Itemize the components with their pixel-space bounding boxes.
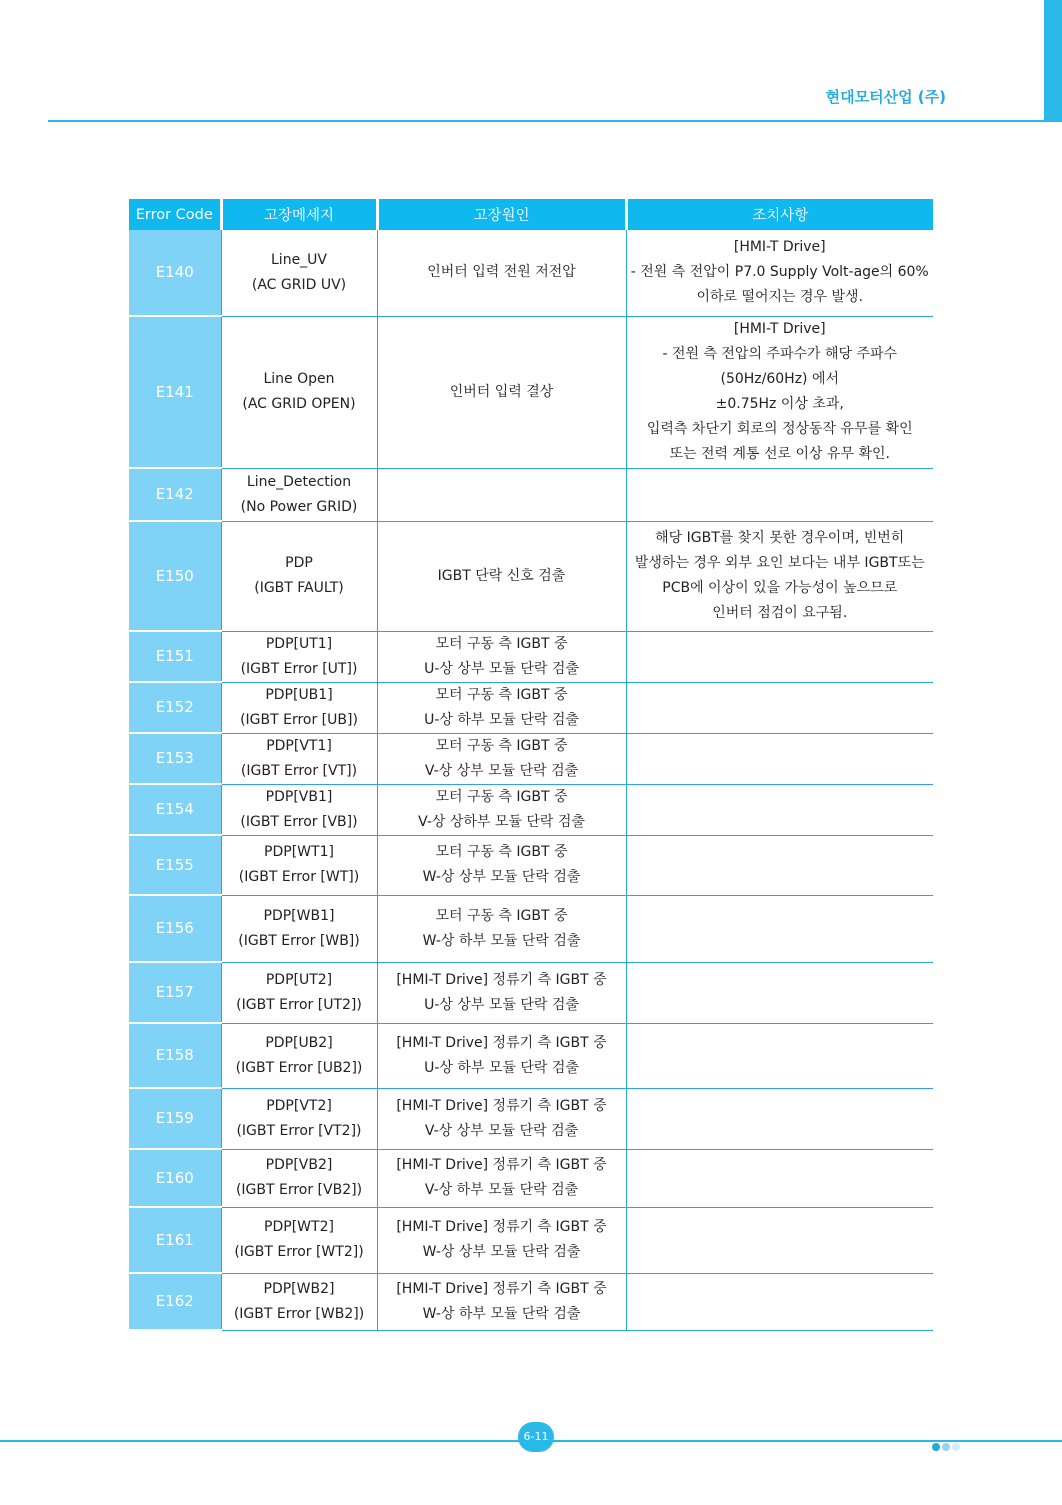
- table-row: [129, 1149, 933, 1207]
- header-cause: 고장원인: [377, 199, 626, 230]
- error-code-cell: E160: [129, 1149, 221, 1207]
- table-row: [129, 631, 933, 682]
- cause-cell: [HMI-T Drive] 정류기 측 IGBT 중 V-상 하부 모듈 단락 검출: [377, 1149, 626, 1207]
- cause-cell: 인버터 입력 결상: [377, 316, 626, 468]
- dot-icon: [952, 1443, 960, 1451]
- message-cell: PDP (IGBT FAULT): [221, 521, 377, 631]
- action-cell: [HMI-T Drive] - 전원 측 전압의 주파수가 해당 주파수 (50Hz/60Hz) 에서 ±0.75Hz 이상 초과, 입력측 차단기 회로의 정상동작 유무를 확인 또는 전력 계통 선로 이상 유무 확인.: [626, 316, 933, 468]
- action-cell: [626, 835, 933, 895]
- table-row: [129, 1023, 933, 1088]
- error-code-cell: E154: [129, 784, 221, 835]
- error-code-cell: E158: [129, 1023, 221, 1088]
- table-row: [129, 1207, 933, 1273]
- message-cell: Line Open (AC GRID OPEN): [221, 316, 377, 468]
- error-code-cell: E155: [129, 835, 221, 895]
- error-code-cell: E142: [129, 468, 221, 521]
- error-code-cell: E150: [129, 521, 221, 631]
- error-code-cell: E157: [129, 962, 221, 1023]
- table-row: [129, 784, 933, 835]
- message-cell: PDP[VB1] (IGBT Error [VB]): [221, 784, 377, 835]
- cause-cell: [377, 468, 626, 521]
- table-header-row: [129, 199, 933, 230]
- action-cell: [626, 1149, 933, 1207]
- table-row: [129, 733, 933, 784]
- page-number: 6-11: [518, 1422, 554, 1452]
- cause-cell: [HMI-T Drive] 정류기 측 IGBT 중 U-상 상부 모듈 단락 검출: [377, 962, 626, 1023]
- message-cell: PDP[VT1] (IGBT Error [VT]): [221, 733, 377, 784]
- header-message: 고장메세지: [221, 199, 377, 230]
- header-action: 조치사항: [626, 199, 933, 230]
- table-row: [129, 962, 933, 1023]
- action-cell: [626, 1023, 933, 1088]
- cause-cell: IGBT 단락 신호 검출: [377, 521, 626, 631]
- message-cell: PDP[UB1] (IGBT Error [UB]): [221, 682, 377, 733]
- dot-icon: [932, 1443, 940, 1451]
- message-cell: PDP[WT1] (IGBT Error [WT]): [221, 835, 377, 895]
- action-cell: 해당 IGBT를 찾지 못한 경우이며, 빈번히 발생하는 경우 외부 요인 보다는 내부 IGBT또는 PCB에 이상이 있을 가능성이 높으므로 인버터 점검이 요구됨.: [626, 521, 933, 631]
- cause-cell: 모터 구동 측 IGBT 중 U-상 하부 모듈 단락 검출: [377, 682, 626, 733]
- header-error-code: Error Code: [129, 199, 221, 230]
- action-cell: [626, 468, 933, 521]
- cause-cell: 모터 구동 측 IGBT 중 U-상 상부 모듈 단락 검출: [377, 631, 626, 682]
- message-cell: PDP[WT2] (IGBT Error [WT2]): [221, 1207, 377, 1273]
- error-code-table: [129, 199, 933, 1331]
- cause-cell: [HMI-T Drive] 정류기 측 IGBT 중 W-상 하부 모듈 단락 검출: [377, 1273, 626, 1330]
- company-name: 현대모터산업 (주): [825, 88, 946, 106]
- cause-cell: [HMI-T Drive] 정류기 측 IGBT 중 W-상 상부 모듈 단락 검출: [377, 1207, 626, 1273]
- cause-cell: 모터 구동 측 IGBT 중 W-상 하부 모듈 단락 검출: [377, 895, 626, 962]
- table-row: [129, 835, 933, 895]
- table-row: [129, 1273, 933, 1330]
- table-row: [129, 895, 933, 962]
- message-cell: PDP[WB2] (IGBT Error [WB2]): [221, 1273, 377, 1330]
- error-code-cell: E153: [129, 733, 221, 784]
- cause-cell: 모터 구동 측 IGBT 중 V-상 상부 모듈 단락 검출: [377, 733, 626, 784]
- action-cell: [626, 631, 933, 682]
- table-row: [129, 316, 933, 468]
- table-row: [129, 468, 933, 521]
- cause-cell: [HMI-T Drive] 정류기 측 IGBT 중 U-상 하부 모듈 단락 검출: [377, 1023, 626, 1088]
- action-cell: [626, 962, 933, 1023]
- error-code-cell: E161: [129, 1207, 221, 1273]
- footer-dots-decoration: [932, 1436, 962, 1446]
- action-cell: [626, 1207, 933, 1273]
- error-code-cell: E159: [129, 1088, 221, 1149]
- message-cell: PDP[VT2] (IGBT Error [VT2]): [221, 1088, 377, 1149]
- action-cell: [626, 733, 933, 784]
- action-cell: [626, 784, 933, 835]
- table-row: [129, 230, 933, 316]
- error-code-cell: E140: [129, 230, 221, 316]
- action-cell: [626, 682, 933, 733]
- message-cell: PDP[UT1] (IGBT Error [UT]): [221, 631, 377, 682]
- message-cell: PDP[UB2] (IGBT Error [UB2]): [221, 1023, 377, 1088]
- action-cell: [626, 1273, 933, 1330]
- table-row: [129, 521, 933, 631]
- error-code-cell: E162: [129, 1273, 221, 1330]
- action-cell: [626, 1088, 933, 1149]
- message-cell: PDP[UT2] (IGBT Error [UT2]): [221, 962, 377, 1023]
- error-code-cell: E156: [129, 895, 221, 962]
- message-cell: PDP[VB2] (IGBT Error [VB2]): [221, 1149, 377, 1207]
- header-divider: [48, 120, 1062, 122]
- action-cell: [HMI-T Drive] - 전원 측 전압이 P7.0 Supply Volt-age의 60% 이하로 떨어지는 경우 발생.: [626, 230, 933, 316]
- table-row: [129, 1088, 933, 1149]
- message-cell: Line_UV (AC GRID UV): [221, 230, 377, 316]
- action-cell: [626, 895, 933, 962]
- cause-cell: 인버터 입력 전원 저전압: [377, 230, 626, 316]
- error-code-cell: E152: [129, 682, 221, 733]
- table-row: [129, 682, 933, 733]
- message-cell: Line_Detection (No Power GRID): [221, 468, 377, 521]
- dot-icon: [942, 1443, 950, 1451]
- error-code-cell: E141: [129, 316, 221, 468]
- cause-cell: 모터 구동 측 IGBT 중 W-상 상부 모듈 단락 검출: [377, 835, 626, 895]
- error-code-cell: E151: [129, 631, 221, 682]
- side-tab-decoration: [1044, 0, 1062, 122]
- cause-cell: 모터 구동 측 IGBT 중 V-상 상하부 모듈 단락 검출: [377, 784, 626, 835]
- table-body: [129, 230, 933, 1330]
- message-cell: PDP[WB1] (IGBT Error [WB]): [221, 895, 377, 962]
- cause-cell: [HMI-T Drive] 정류기 측 IGBT 중 V-상 상부 모듈 단락 검출: [377, 1088, 626, 1149]
